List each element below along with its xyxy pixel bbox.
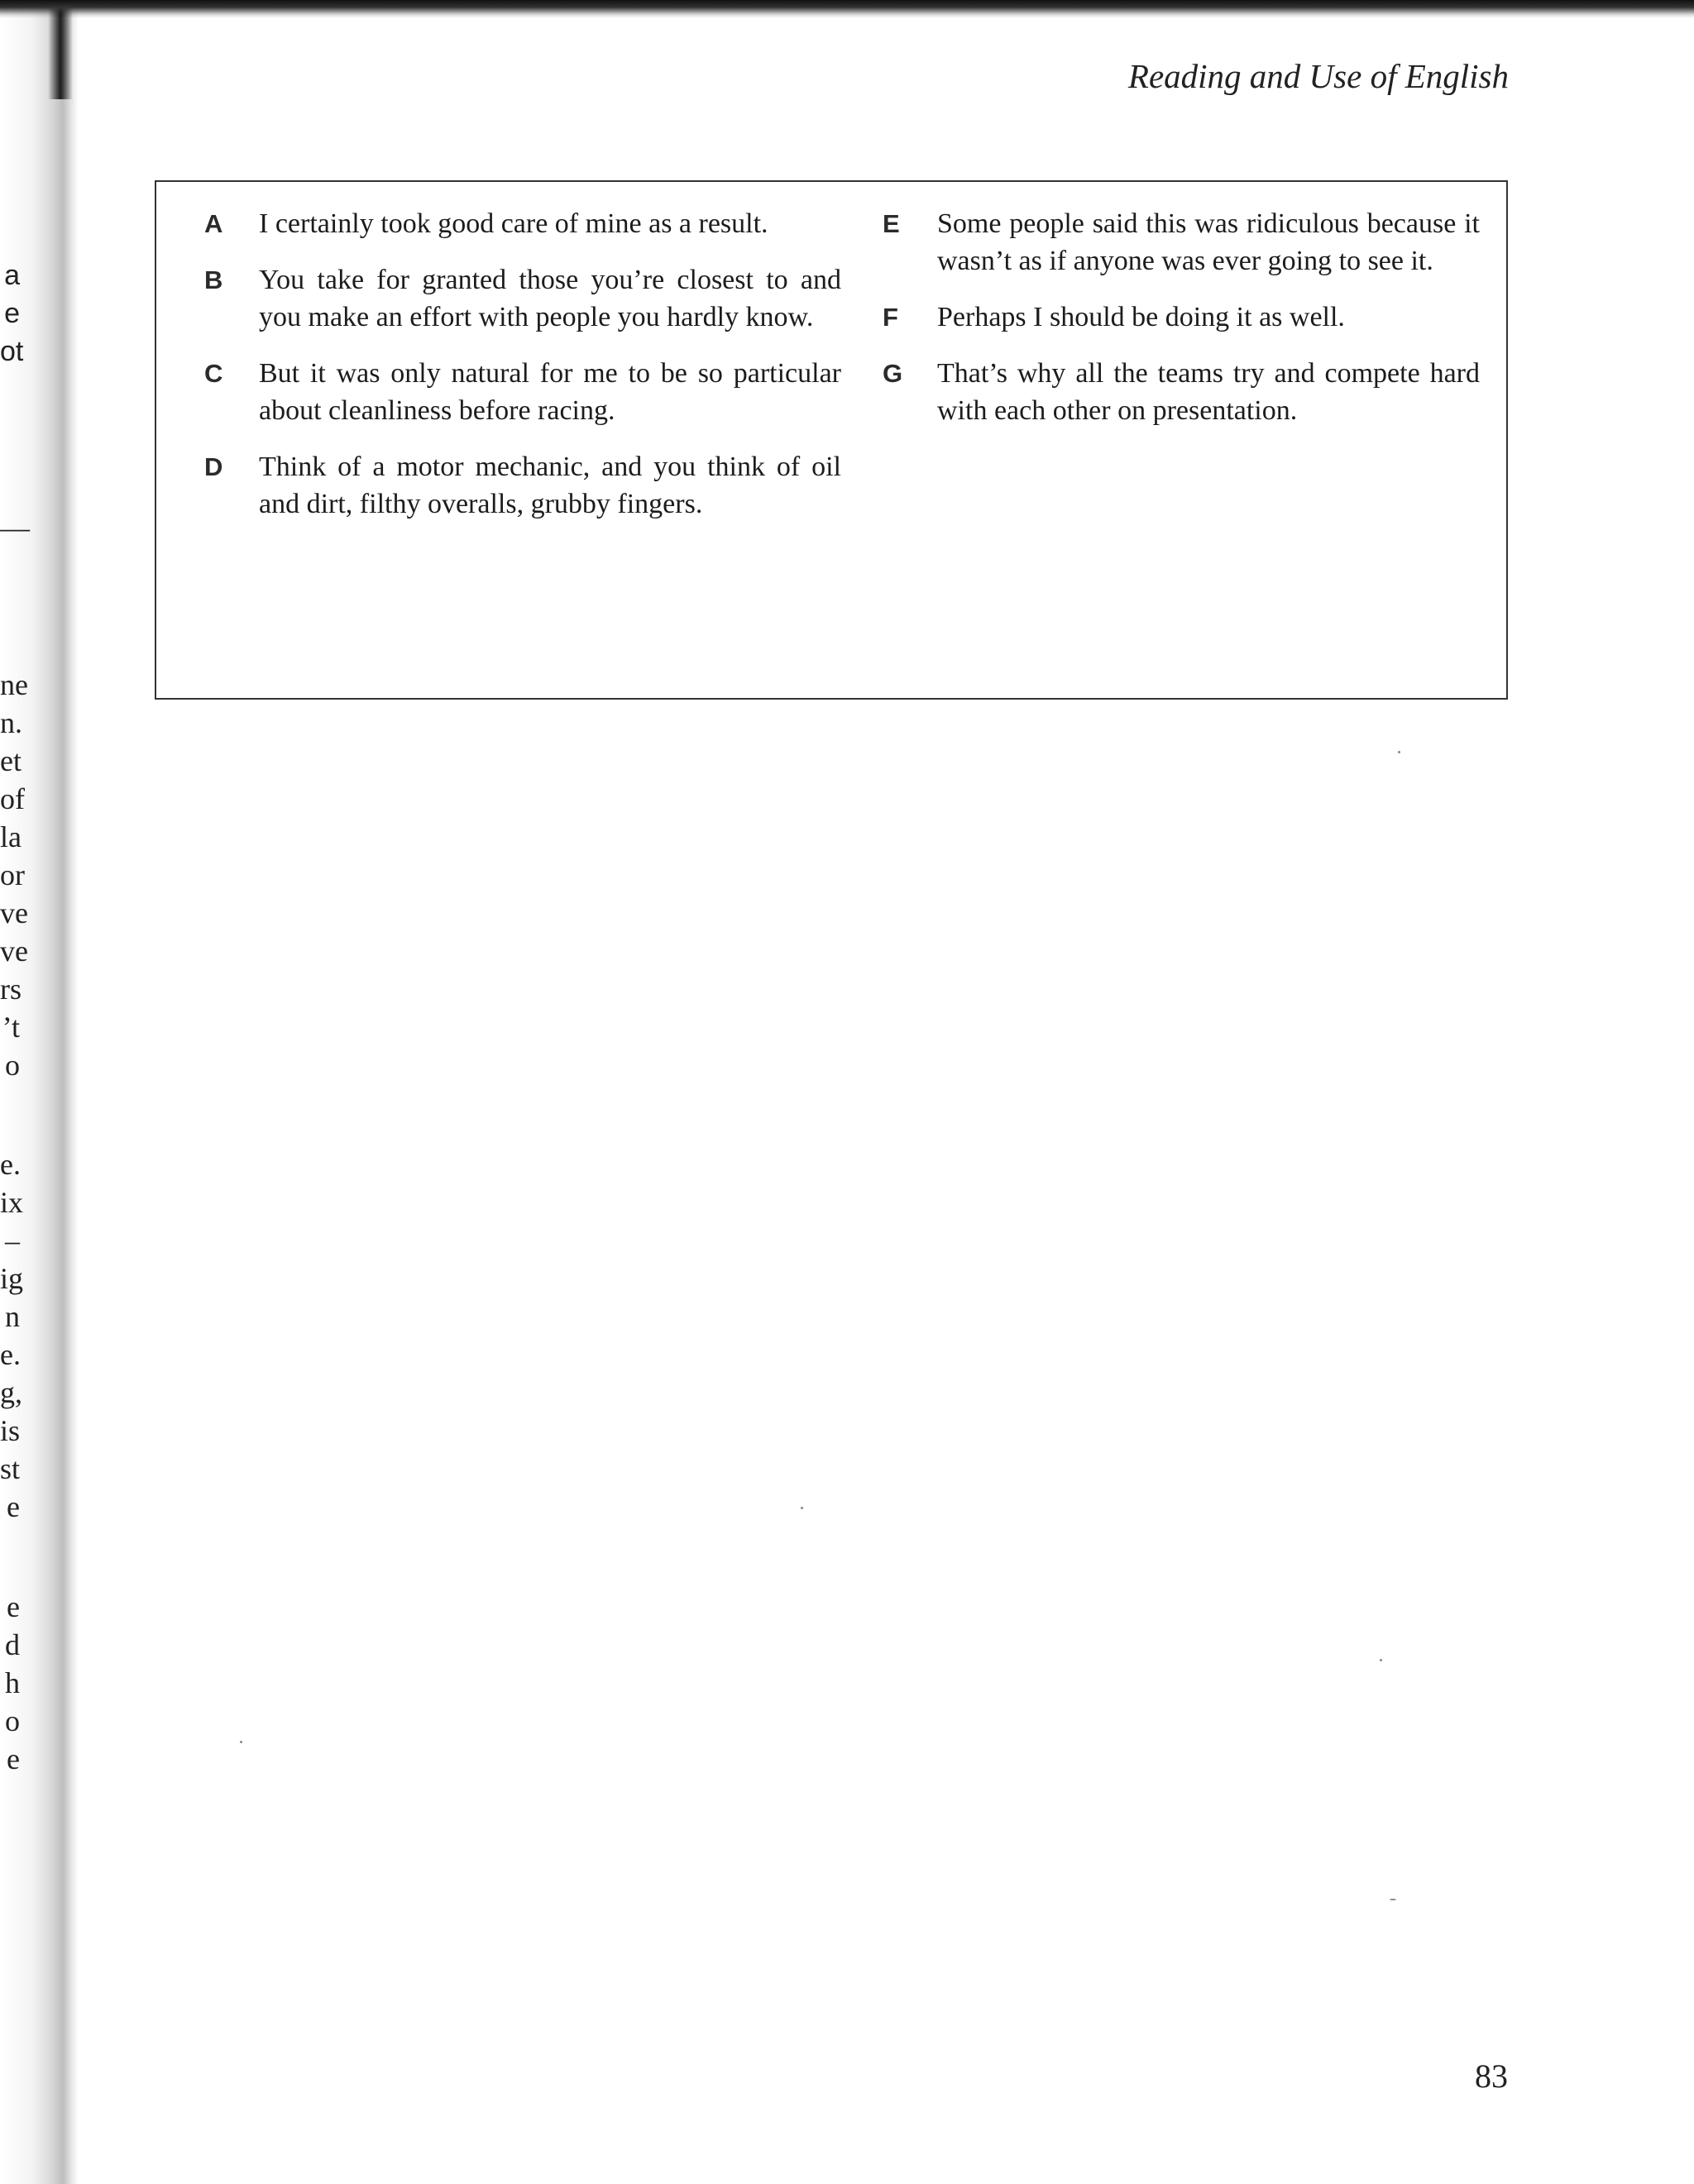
left-page-fragment-group-1 — [0, 256, 24, 370]
top-edge-shadow — [0, 0, 1694, 18]
fragment-line: e — [7, 1590, 20, 1623]
options-box — [155, 180, 1508, 700]
fragment-line: ve — [0, 896, 28, 930]
fragment-line: la — [0, 820, 22, 853]
fragment-line: d — [5, 1628, 20, 1661]
scan-speck — [240, 1741, 242, 1743]
option-c — [204, 355, 841, 429]
fragment-line: ve — [0, 934, 28, 968]
left-page-fragment-group-5 — [0, 1588, 20, 1778]
fragment-line: e. — [0, 1338, 21, 1371]
fragment-line: or — [0, 858, 25, 891]
fragment-line: e — [4, 298, 20, 329]
fragment-line: a — [4, 260, 20, 291]
left-page-fragment-group-2 — [0, 509, 30, 547]
fragment-line: o — [5, 1704, 20, 1737]
option-text: You take for granted those you’re closest to and you make an effort with people you hardly know. — [259, 265, 841, 332]
option-f — [883, 299, 1480, 336]
option-letter: B — [204, 265, 223, 294]
scan-speck — [1380, 1659, 1382, 1661]
option-letter: G — [883, 359, 903, 388]
fragment-line: of — [0, 782, 25, 815]
running-head: Reading and Use of English — [1127, 57, 1509, 95]
fragment-line: e. — [0, 1148, 21, 1181]
fragment-line: is — [0, 1414, 21, 1447]
option-letter: D — [204, 452, 223, 481]
fragment-line: et — [0, 744, 22, 777]
fragment-line: rs — [0, 973, 22, 1006]
fragment-line: n — [5, 1300, 20, 1333]
fragment-line: — — [0, 511, 30, 544]
option-text: Perhaps I should be doing it as well. — [937, 302, 1345, 332]
option-letter: F — [883, 303, 898, 332]
left-page-fragment-group-3 — [0, 666, 28, 1084]
option-text: I certainly took good care of mine as a result. — [259, 208, 768, 239]
option-d — [204, 448, 841, 523]
fragment-line: e — [7, 1742, 20, 1775]
fragment-line: ot — [0, 336, 24, 367]
option-e — [883, 205, 1480, 280]
page-number: 83 — [1475, 2057, 1508, 2095]
option-letter: C — [204, 359, 223, 388]
fragment-line: o — [5, 1049, 20, 1082]
fragment-line: g, — [0, 1376, 22, 1409]
fragment-line: – — [5, 1224, 20, 1257]
option-text: Some people said this was ridiculous because it wasn’t as if anyone was ever going to see it. — [937, 208, 1480, 276]
scan-speck — [1398, 751, 1400, 753]
fragment-line: st — [0, 1452, 21, 1485]
fragment-line: e — [7, 1490, 20, 1523]
fragment-line: h — [5, 1666, 20, 1699]
option-g — [883, 355, 1480, 429]
option-a — [204, 205, 841, 242]
option-text: That’s why all the teams try and compete hard with each other on presentation. — [937, 358, 1480, 426]
options-column-left — [204, 205, 841, 542]
fragment-line: n. — [0, 706, 22, 739]
option-letter: A — [204, 209, 223, 238]
fragment-line: ix — [0, 1186, 24, 1219]
option-text: Think of a motor mechanic, and you think of oil and dirt, filthy overalls, grubby fingers. — [259, 452, 841, 519]
option-text: But it was only natural for me to be so particular about cleanliness before racing. — [259, 358, 841, 426]
fragment-line: ig — [0, 1262, 24, 1295]
option-letter: E — [883, 209, 900, 238]
options-column-right — [883, 205, 1480, 448]
left-page-fragment-group-4 — [0, 1145, 24, 1526]
fragment-line: ’t — [2, 1011, 20, 1044]
scan-speck — [801, 1507, 803, 1509]
option-b — [204, 261, 841, 336]
scan-speck — [1390, 1899, 1396, 1900]
fragment-line: ne — [0, 668, 28, 701]
